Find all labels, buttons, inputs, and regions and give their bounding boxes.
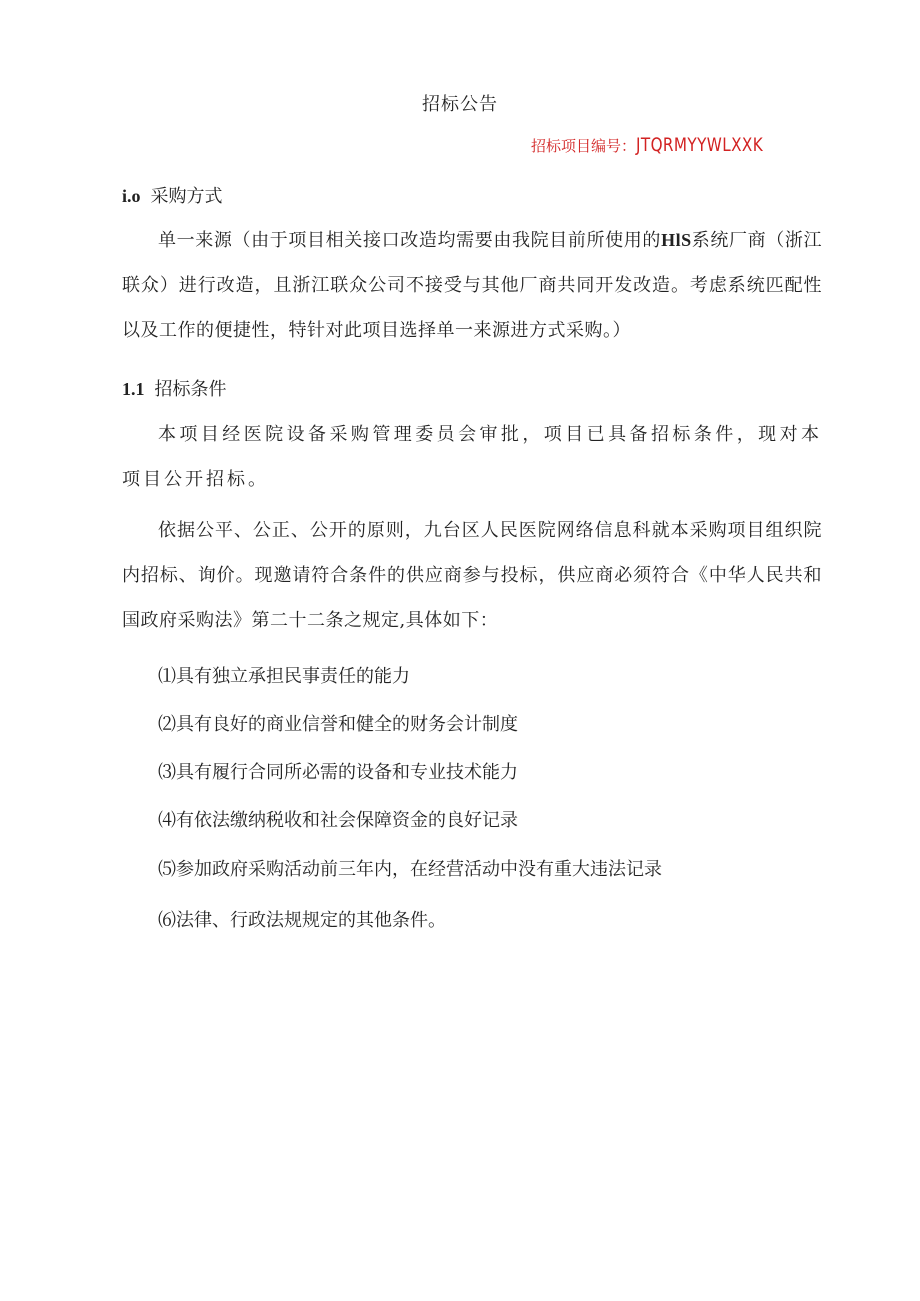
requirement-item: ⑹法律、行政法规规定的其他条件。 [158,910,446,931]
project-number [531,134,795,156]
project-number-label: 招标项目编号： [531,137,637,155]
paragraph-text: 单一来源（由于项目相关接口改造均需要由我院目前所使用的 [158,230,662,251]
section-heading-tender-conditions [122,375,227,401]
requirement-item: ⑴具有独立承担民事责任的能力 [158,666,410,687]
invitation-paragraph: 依据公平、公正、公开的原则，九台区人民医院网络信息科就本采购项目组织院内招标、询价。现邀请符合条件的供应商参与投标，供应商必须符合《中华人民共和国政府采购法》第二十二条之规定,具体如下： [122,520,822,631]
requirement-item: ⑸参加政府采购活动前三年内，在经营活动中没有重大违法记录 [158,859,662,880]
section-heading-procurement-method [122,182,223,208]
project-number-value: JTQRMYYWLXXK [636,134,764,156]
requirement-item: ⑶具有履行合同所必需的设备和专业技术能力 [158,762,518,783]
paragraph-text: 系统厂商（浙江联众）进行改造，且浙江联众公司不接受与其他厂商共同开发改造。考虑系统匹配性以及工作的便捷性，特针对此项目选择单一来源进方式采购。） [122,230,823,341]
tender-conditions-paragraph: 本项目经医院设备采购管理委员会审批，项目已具备招标条件，现对本项目公开招标。 [122,424,822,490]
requirement-item: ⑵具有良好的商业信誉和健全的财务会计制度 [158,714,518,735]
requirement-item: ⑷有依法缴纳税收和社会保障资金的良好记录 [158,810,518,831]
page-title: 招标公告 [422,94,498,115]
procurement-method-paragraph [122,218,822,353]
his-system-name: HlS [661,230,692,250]
section-title: 招标条件 [154,379,227,400]
section-number: i.o [122,186,141,206]
section-number: 1.1 [122,379,145,399]
section-title: 采购方式 [150,186,223,207]
